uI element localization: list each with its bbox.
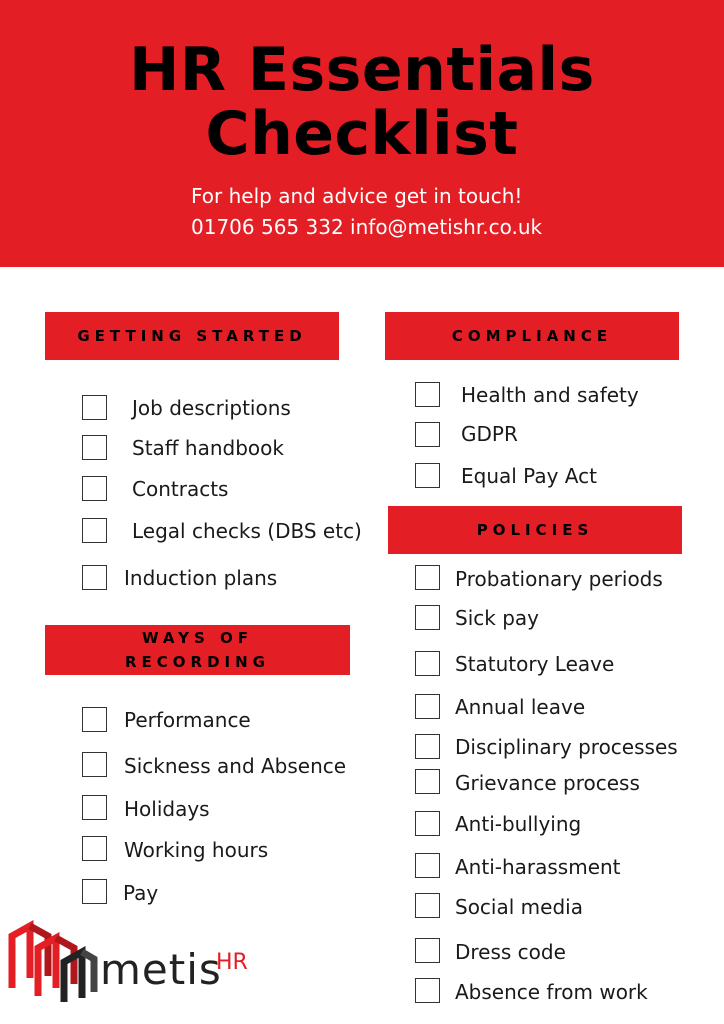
item-label: Performance	[124, 708, 251, 732]
logo-suffix: HR	[216, 950, 248, 975]
item-label: Grievance process	[455, 771, 640, 795]
item-label: Statutory Leave	[455, 652, 615, 676]
item-label: Job descriptions	[132, 396, 291, 420]
checkbox-absence-from-work[interactable]	[415, 978, 440, 1003]
item-label: Anti-harassment	[455, 855, 621, 879]
subtitle: For help and advice get in touch!	[191, 184, 523, 208]
checkbox-grievance-process[interactable]	[415, 769, 440, 794]
checkbox-annual-leave[interactable]	[415, 694, 440, 719]
checkbox-probationary-periods[interactable]	[415, 565, 440, 590]
checkbox-equal-pay-act[interactable]	[415, 463, 440, 488]
checkbox-anti-harassment[interactable]	[415, 853, 440, 878]
section-heading-compliance: COMPLIANCE	[385, 312, 679, 360]
checkbox-staff-handbook[interactable]	[82, 435, 107, 460]
checkbox-anti-bullying[interactable]	[415, 811, 440, 836]
checkbox-contracts[interactable]	[82, 476, 107, 501]
item-label: Working hours	[124, 838, 269, 862]
item-label: Anti-bullying	[455, 812, 582, 836]
header-banner	[0, 0, 724, 267]
item-label: Absence from work	[455, 980, 648, 1004]
heading-line-1: WAYS OF	[142, 629, 253, 647]
checkbox-induction-plans[interactable]	[82, 565, 107, 590]
item-label: Sick pay	[455, 606, 539, 630]
checkbox-holidays[interactable]	[82, 795, 107, 820]
item-label: Contracts	[132, 477, 229, 501]
title-line-2: Checklist	[205, 99, 519, 169]
checkbox-sick-pay[interactable]	[415, 605, 440, 630]
contact-info: 01706 565 332 info@metishr.co.uk	[191, 215, 543, 239]
checkbox-dress-code[interactable]	[415, 938, 440, 963]
logo-wordmark: metis	[100, 945, 222, 994]
item-label: Induction plans	[124, 566, 278, 590]
checkbox-social-media[interactable]	[415, 893, 440, 918]
item-label: Legal checks (DBS etc)	[132, 519, 362, 543]
metis-logo-icon	[8, 918, 98, 1009]
title-line-1: HR Essentials	[129, 35, 595, 105]
section-heading-ways-of-recording	[45, 625, 350, 675]
checkbox-gdpr[interactable]	[415, 422, 440, 447]
item-label: Staff handbook	[132, 436, 284, 460]
checkbox-pay[interactable]	[82, 879, 107, 904]
checkbox-statutory-leave[interactable]	[415, 651, 440, 676]
checkbox-working-hours[interactable]	[82, 836, 107, 861]
item-label: Sickness and Absence	[124, 754, 347, 778]
checkbox-job-descriptions[interactable]	[82, 395, 107, 420]
heading-line-2: RECORDING	[124, 653, 270, 671]
item-label: Disciplinary processes	[455, 735, 678, 759]
item-label: Health and safety	[461, 383, 639, 407]
checkbox-sickness-absence[interactable]	[82, 752, 107, 777]
checkbox-health-safety[interactable]	[415, 382, 440, 407]
item-label: Social media	[455, 895, 583, 919]
checkbox-performance[interactable]	[82, 707, 107, 732]
item-label: GDPR	[461, 422, 518, 446]
checkbox-legal-checks[interactable]	[82, 518, 107, 543]
item-label: Pay	[123, 881, 159, 905]
item-label: Probationary periods	[455, 567, 663, 591]
section-heading-getting-started: GETTING STARTED	[45, 312, 339, 360]
item-label: Equal Pay Act	[461, 464, 597, 488]
page-title	[0, 35, 724, 169]
item-label: Dress code	[455, 940, 566, 964]
item-label: Annual leave	[455, 695, 586, 719]
item-label: Holidays	[124, 797, 210, 821]
checkbox-disciplinary-processes[interactable]	[415, 734, 440, 759]
section-heading-policies: POLICIES	[388, 506, 682, 554]
